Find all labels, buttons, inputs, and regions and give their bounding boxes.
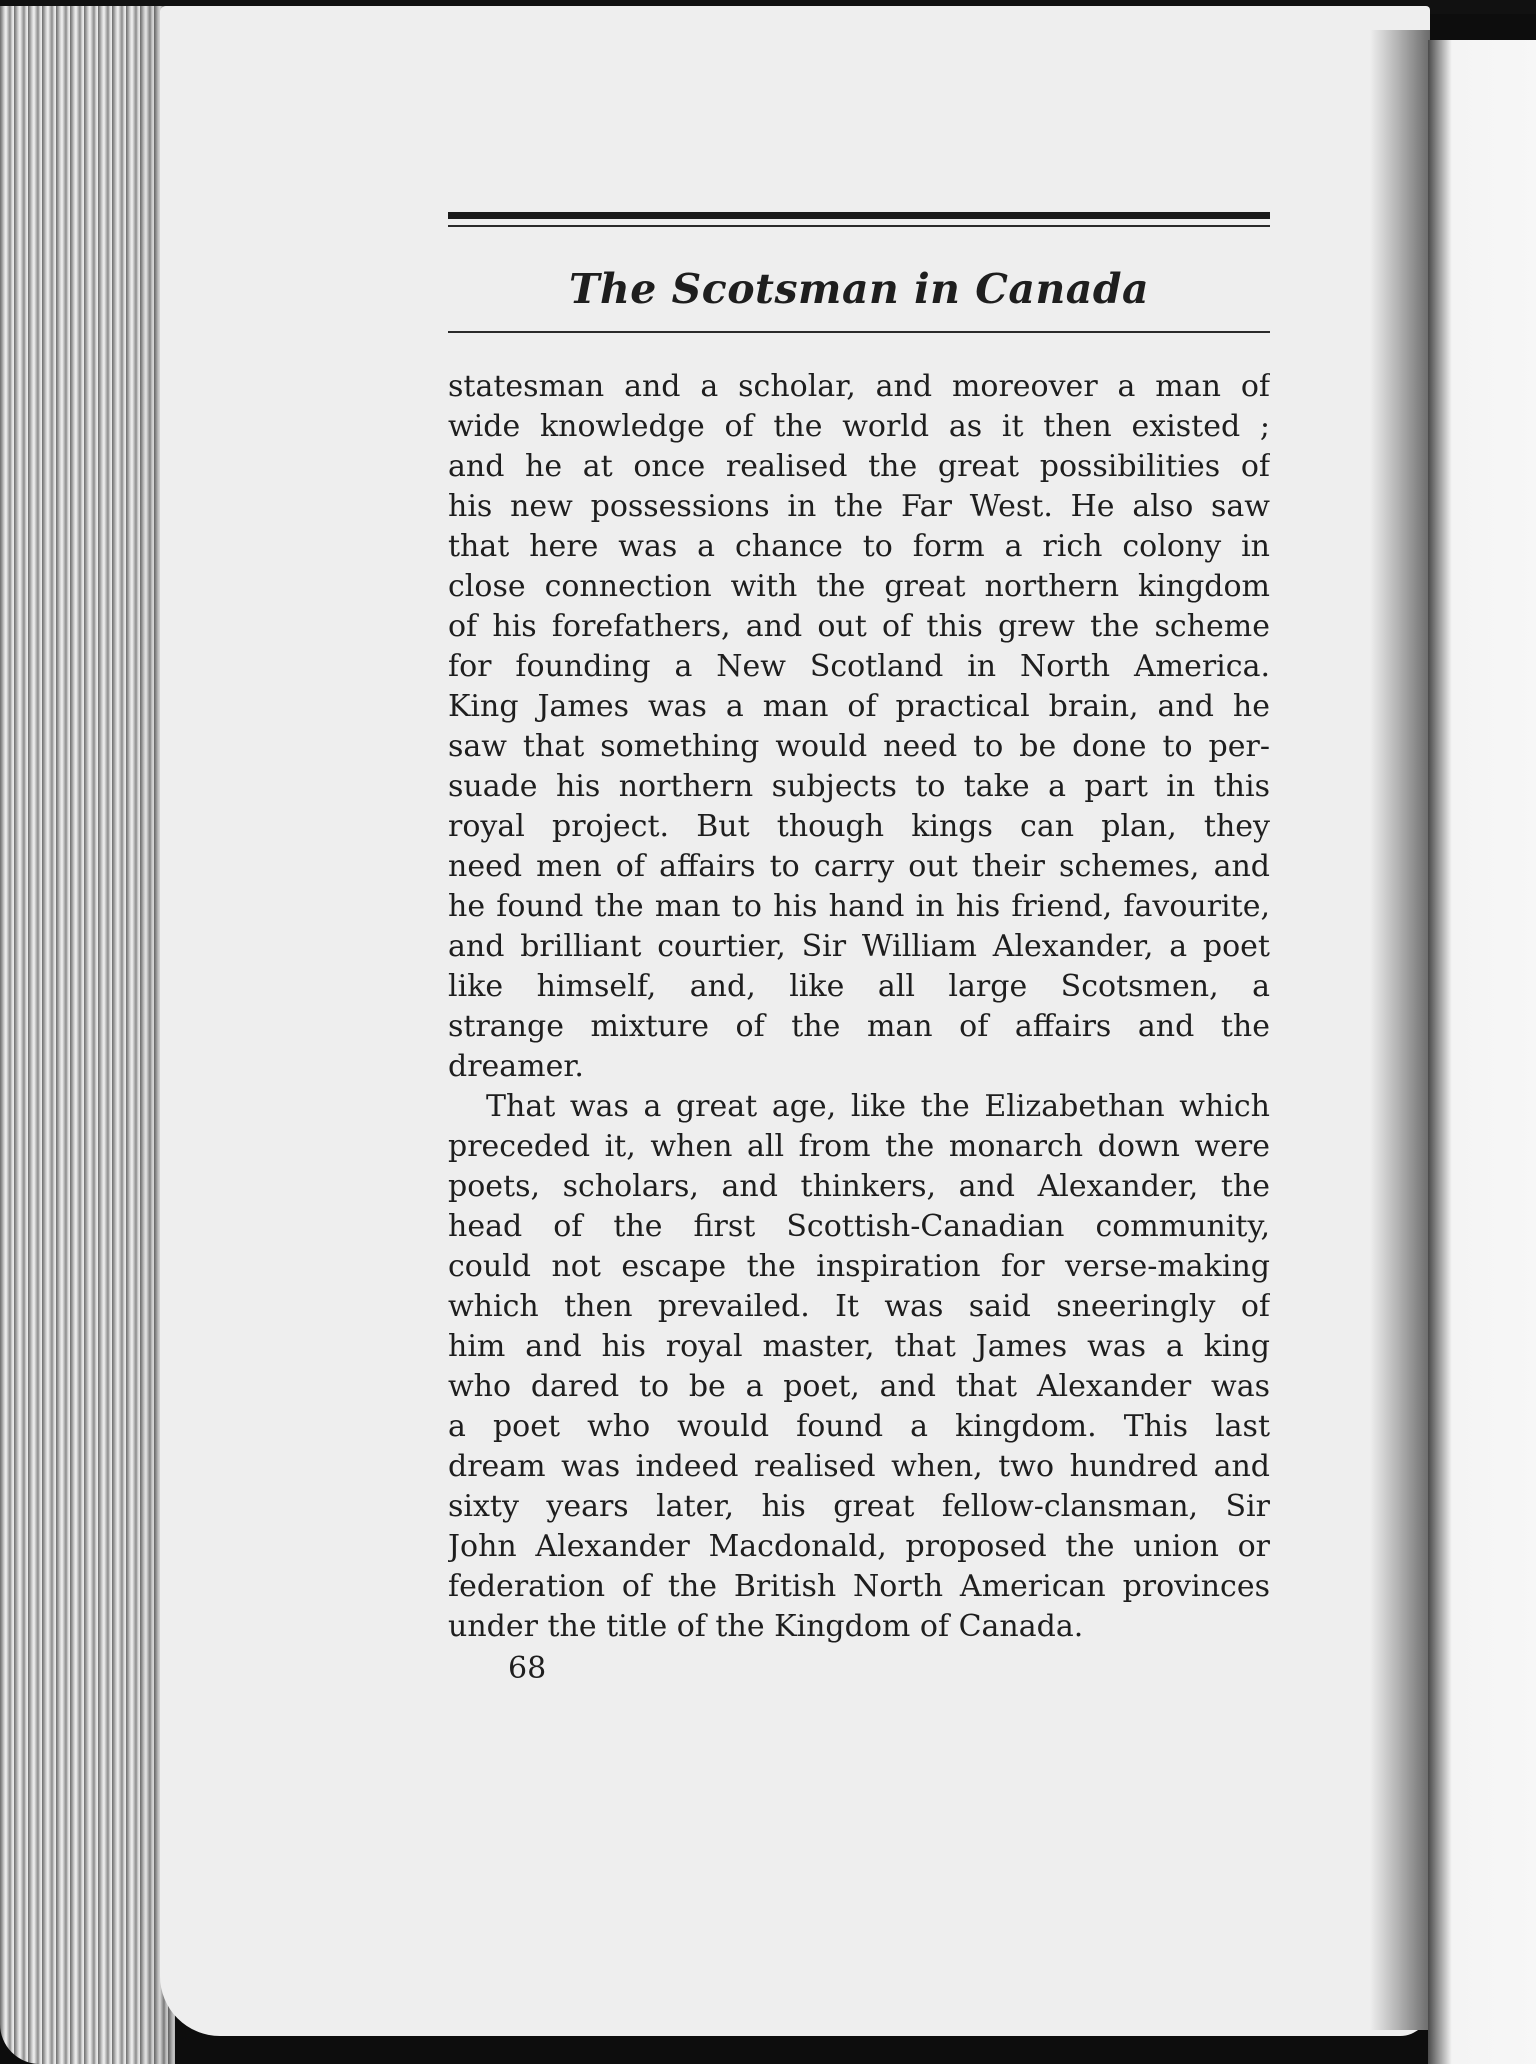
text-line: and brilliant courtier, Sir William Alexander, a poet xyxy=(448,929,1270,964)
text-line: of his forefathers, and out of this grew the scheme xyxy=(448,609,1270,644)
text-line: that here was a chance to form a rich colony in xyxy=(448,529,1270,564)
text-line: and he at once realised the great possibilities of xyxy=(448,449,1270,484)
text-line: saw that something would need to be done to per- xyxy=(448,729,1270,764)
paragraph-1 xyxy=(448,367,1270,1087)
text-line: strange mixture of the man of affairs and the xyxy=(448,1009,1270,1044)
text-line: poets, scholars, and thinkers, and Alexander, the xyxy=(448,1169,1270,1204)
text-line: who dared to be a poet, and that Alexander was xyxy=(448,1369,1270,1404)
text-line: statesman and a scholar, and moreover a man of xyxy=(448,369,1270,404)
page-content xyxy=(448,212,1270,1689)
header-rule-thick xyxy=(448,212,1270,219)
text-line: royal project. But though kings can plan, they xyxy=(448,809,1270,844)
running-head-underline xyxy=(448,331,1270,333)
text-line: close connection with the great northern kingdom xyxy=(448,569,1270,604)
book-page-edges xyxy=(0,6,175,2064)
text-line: head of the first Scottish-Canadian community, xyxy=(448,1209,1270,1244)
text-line: like himself, and, like all large Scotsmen, a xyxy=(448,969,1270,1004)
running-head: The Scotsman in Canada xyxy=(568,265,1150,313)
text-line: sixty years later, his great fellow-clansman, Sir xyxy=(448,1489,1270,1524)
facing-page-edge xyxy=(1428,40,1536,2064)
text-line: suade his northern subjects to take a part in this xyxy=(448,769,1270,804)
text-line: wide knowledge of the world as it then existed ; xyxy=(448,409,1270,444)
text-line: for founding a New Scotland in North America. xyxy=(448,649,1270,684)
text-line: federation of the British North American provinces xyxy=(448,1569,1270,1604)
text-line: a poet who would found a kingdom. This last xyxy=(448,1409,1270,1444)
text-line: John Alexander Macdonald, proposed the union or xyxy=(448,1529,1270,1564)
gutter-shadow xyxy=(1370,30,1430,2030)
text-line: which then prevailed. It was said sneeringly of xyxy=(448,1289,1270,1324)
text-line: need men of affairs to carry out their schemes, and xyxy=(448,849,1270,884)
body-text xyxy=(448,367,1270,1647)
text-line: That was a great age, like the Elizabethan which xyxy=(486,1089,1270,1124)
text-line: dream was indeed realised when, two hundred and xyxy=(448,1449,1270,1484)
text-line: could not escape the inspiration for verse-making xyxy=(448,1249,1270,1284)
text-line: his new possessions in the Far West. He also saw xyxy=(448,489,1270,524)
paragraph-2 xyxy=(448,1087,1270,1647)
text-line: King James was a man of practical brain, and he xyxy=(448,689,1270,724)
text-line: preceded it, when all from the monarch down were xyxy=(448,1129,1270,1164)
header-rule-thin xyxy=(448,225,1270,227)
text-line: him and his royal master, that James was a king xyxy=(448,1329,1270,1364)
text-line: he found the man to his hand in his friend, favourite, xyxy=(448,889,1270,924)
page-number: 68 xyxy=(508,1651,547,1686)
text-line: dreamer. xyxy=(448,1049,584,1084)
text-line: under the title of the Kingdom of Canada. xyxy=(448,1609,1084,1644)
